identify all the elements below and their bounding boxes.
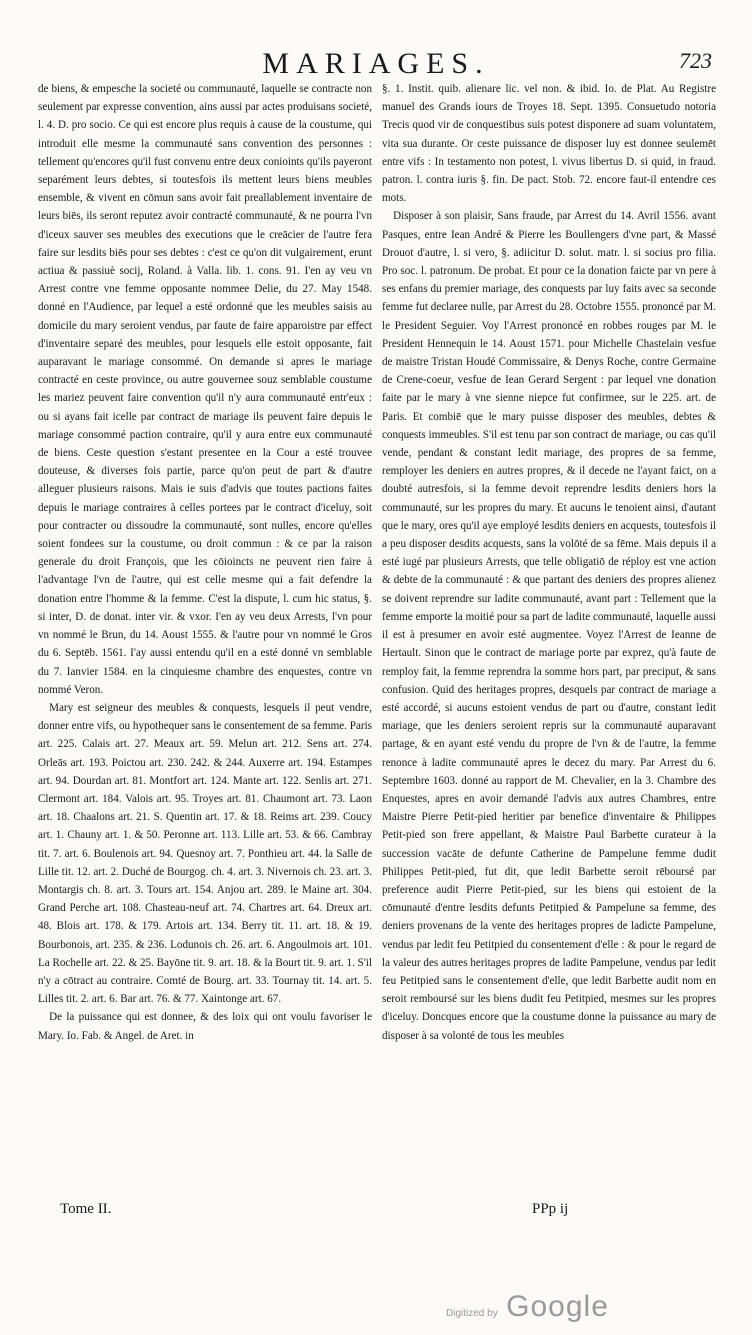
page-number: 723 [679, 48, 712, 73]
google-logo: Google [506, 1290, 609, 1323]
running-head: MARIAGES. [262, 47, 490, 80]
left-column [38, 80, 372, 1230]
volume-label: Tome II. [60, 1201, 112, 1217]
watermark-prefix: Digitized by [446, 1308, 498, 1319]
left-paragraph-2: Mary est seigneur des meubles & conquests, lesquels il peut vendre, donner entre vifs, ou hypothequer sans le consentement de sa femme. Paris art. 225. Calais art. 27. Meaux art. 59. Melun art. 212. Sens art. 274. Orleās art. 193. Poictou art. 230. 242. & 244. Auxerre art. 194. Estampes art. 94. Dourdan art. 81. Montfort art. 124. Mante art. 122. Senlis art. 271. Clermont art. 184. Valois art. 95. Troyes art. 81. Chaumont art. 73. Laon art. 18. Chaalons art. 21. S. Quentin art. 17. & 18. Reims art. 239. Coucy art. 1. Chauny art. 1. & 50. Peronne art. 113. Lille art. 53. & 66. Cambray tit. 7. art. 6. Boulenois art. 94. Quesnoy art. 7. Ponthieu art. 44. la Salle de Lille tit. 12. art. 2. Duché de Bourgog. ch. 4. art. 3. Nivernois ch. 23. art. 3. Montargis ch. 8. art. 3. Tours art. 154. Anjou art. 289. le Maine art. 304. Grand Perche art. 108. Chasteau-neuf art. 74. Chartres art. 64. Dreux art. 48. Blois art. 178. & 179. Artois art. 134. Berry tit. 11. art. 18. & 19. Bourbonois, art. 235. & 236. Lodunois ch. 26. art. 6. Angoulmois art. 101. La Rochelle art. 22. & 25. Bayōne tit. 9. art. 18. & la Bourt tit. 9. art. 1. S'il n'y a cōtract au contraire. Comté de Bourg. art. 33. Tournay tit. 14. art. 5. Lilles tit. 2. art. 6. Bar art. 76. & 77. Xaintonge art. 67. [38, 701, 372, 1006]
right-paragraph-1: §. 1. Instit. quib. alienare lic. vel non. & ibid. Io. de Plat. Au Registre manuel des Grands iours de Troyes 18. Sept. 1395. Consuetudo notoria Trecis quod vir de conquestibus suis potest disponere ad suam voluntatem, vita sua durante. Or ceste puissance de disposer luy est donnee seulemēt entre vifs : In testamento non potest, l. vivus libertus D. si quid, in fraud. patron. l. contra iuris §. fin. De pact. Stob. 72. encore faut-il entendre ces mots. [382, 83, 716, 205]
right-paragraph-2: Disposer à son plaisir, Sans fraude, par Arrest du 14. Avril 1556. avant Pasques, entre Iean André & Pierre les Boullengers d'vne part, & Massé Drouot d'autre, l. si vero, §. adiicitur D. solut. matr. l. si socius pro filia. Pro soc. l. patronum. De probat. Et pour ce la donation faicte par vn pere à ses enfans du premier mariage, des conquests par luy faits avec sa seconde femme fut declaree nulle, par Arrest du 28. Octobre 1555. prononcé par M. le President Seguier. Voy l'Arrest prononcé en robbes rouges par M. le President Hennequin le 14. Aoust 1571. pour Michelle Chastelain vesfue de maistre Tristan Houdé Commissaire, & Denys Roche, contre Germaine de Crene-coeur, vesfue de Iean Gerard Sergent : par lequel vne donation faite par le mary à vne sienne niepce fut confirmee, sur le 225. art. de Paris. Et combiē que le mary puisse disposer des meubles, debtes & conquests immeubles. S'il est tenu par son contract de mariage, ou cas qu'il vende, pendant & constant ledit mariage, des propres de sa femme, remployer les deniers en autres propres, & il decede ne l'ayant faict, on a doubté autresfois, si la femme devoit reprendre lesdits deniers hors la communauté, sur les propres du mary. Et aucuns le tenoient ainsi, d'autant que le mary, ores qu'il aye employé lesdits deniers en acquests, toutesfois il a peu disposer desdits acquests, sans la volōté de sa fēme. Mais depuis il a esté iugé par plusieurs Arrests, que telle obligatiō de réploy est vne action & debte de la communauté : & que partant des deniers des propres alienez se doivent reprendre sur ladite communauté, avant part : Tellement que la femme emporte la moitié pour sa part de ladite communauté, laquelle aussi il est à presumer en avoir esté augmentee. Voyez l'Arrest de Ieanne de Hertault. Sinon que le contract de mariage porte par exprez, qu'à faute de remploy fait, la femme reprendra la somme hors part, par preciput, & sans confusion. Quid des heritages propres, desquels par contract de mariage a esté accordé, si aucuns estoient vendus de part ou d'autre, constant ledit mariage, que les deniers seroient repris sur la communauté auparavant partage, & en ayant esté vendu du propre de l'vn & de l'autre, la femme renonce à ladite communauté apres le decez du mary. Par Arrest du 6. Septembre 1603. donné au rapport de M. Chevalier, en la 3. Chambre des Enquestes, apres en avoir demandé l'advis aux autres Chambres, entre Maistre Pierre Petit-pied heritier par benefice d'inventaire & Philippes Petit-pied son frere appellant, & Maistre Paul Barbette curateur à la succession vacāte de defunte Catherine de Pampelune femme dudit Philippes Petit-pied, fut dit, que ledit Barbette seroit rēboursé par preference audit Pierre Petit-pied, sur les biens qui estoient de la cōmunauté d'entre lesdits defunts Petitpied & Pampelune sa femme, des deniers provenans de la vente des heritages propres de ladicte Pampelune, vendus par ledit feu Petitpied du consentement d'elle : & pour le regard de la valeur des autres heritages propres de ladite Pampelune, vendus par ledit feu Petitpied sans le consentement d'elle, que ledit Barbette audit nom en seroit remboursé sur les biens dudit feu Petitpied, mesmes sur les propres d'iceluy. Doncques encore que la coustume donne la puissance au mary de disposer à sa volonté de tous les meubles [382, 210, 716, 1042]
signature-mark: PPp ij [532, 1201, 569, 1217]
page-header [40, 46, 712, 82]
digitization-watermark [446, 1290, 609, 1324]
left-paragraph-1: de biens, & empesche la societé ou communauté, laquelle se contracte non seulement par expresse convention, ains aussi par actes produisans societé, l. 4. D. pro socio. Ce qui est encore plus requis à cause de la coustume, qui introduit elle mesme la communauté sans convention des personnes : tellement qu'encores qu'il fust convenu entre deux conioints qu'ils payeront separément leurs debtes, si toutesfois ils mettent leurs biens meubles ensemble, & vivent en cōmun sans avoir fait preallablement inventaire de leurs biēs, ils seront reputez avoir contracté communauté, & ne pourra l'vn d'iceux sauver ses meubles des executions que le creācier de l'autre fera faire sur lesdits biēs pour ses debtes : c'est ce qu'on dit vulgairement, erunt actiua & passiuè socij, Roland. à Valla. lib. 1. cons. 91. I'en ay veu vn Arrest contre vne femme opposante nommee Delie, du 27. May 1548. donné en l'Audience, par lequel a esté ordonné que les meubles saisis au domicile du mary seroient vendus, par faute de faire apparoistre par effect d'inventaire separé des meubles, pour lesquels elle estoit opposante, fait auparavant le mariage consommé. On demande si apres le mariage contracté en ceste province, ou autre gouvernee souz semblable coustume les mariez peuvent faire convention qu'il n'y aura communauté entr'eux : ou si ayans fait icelle par contract de mariage ils peuvent faire depuis le mariage consommé paction contraire, qu'il y aura entre eux communauté de biens. Ceste question s'estant presentee en la Cour a esté trouvee douteuse, & diverses fois partie, parce qu'on peut de part & d'autre alleguer plusieurs raisons. Mais ie suis d'advis que toutes pactions faites depuis le mariage contraires à celles portees par le contract d'iceluy, soit pour contracter ou dissoudre la communauté, sont nulles, encore qu'elles soient fondees sur la coustume, ou droit commun : & ce par la raison generale du droit François, que les cōioincts ne peuvent rien faire à l'advantage l'vn de l'autre, qui est celle mesme qui a fait defendre la donation entre l'homme & la femme. C'est la dispute, l. cum hic status, §. si inter, D. de donat. inter vir. & vxor. I'en ay veu deux Arrests, l'vn pour vn nommé le Brun, du 14. Aoust 1555. & l'autre pour vn nommé le Gros du 6. Septēb. 1561. I'ay aussi entendu qu'il en a esté donné vn semblable du 7. Ianvier 1584. en la cinquiesme chambre des enquestes, contre vn nommé Veron. [38, 83, 372, 696]
right-column [382, 80, 716, 1230]
left-paragraph-3: De la puissance qui est donnee, & des loix qui ont voulu favoriser le Mary. Io. Fab. & Angel. de Aret. in [38, 1011, 372, 1042]
text-columns [38, 80, 716, 1230]
